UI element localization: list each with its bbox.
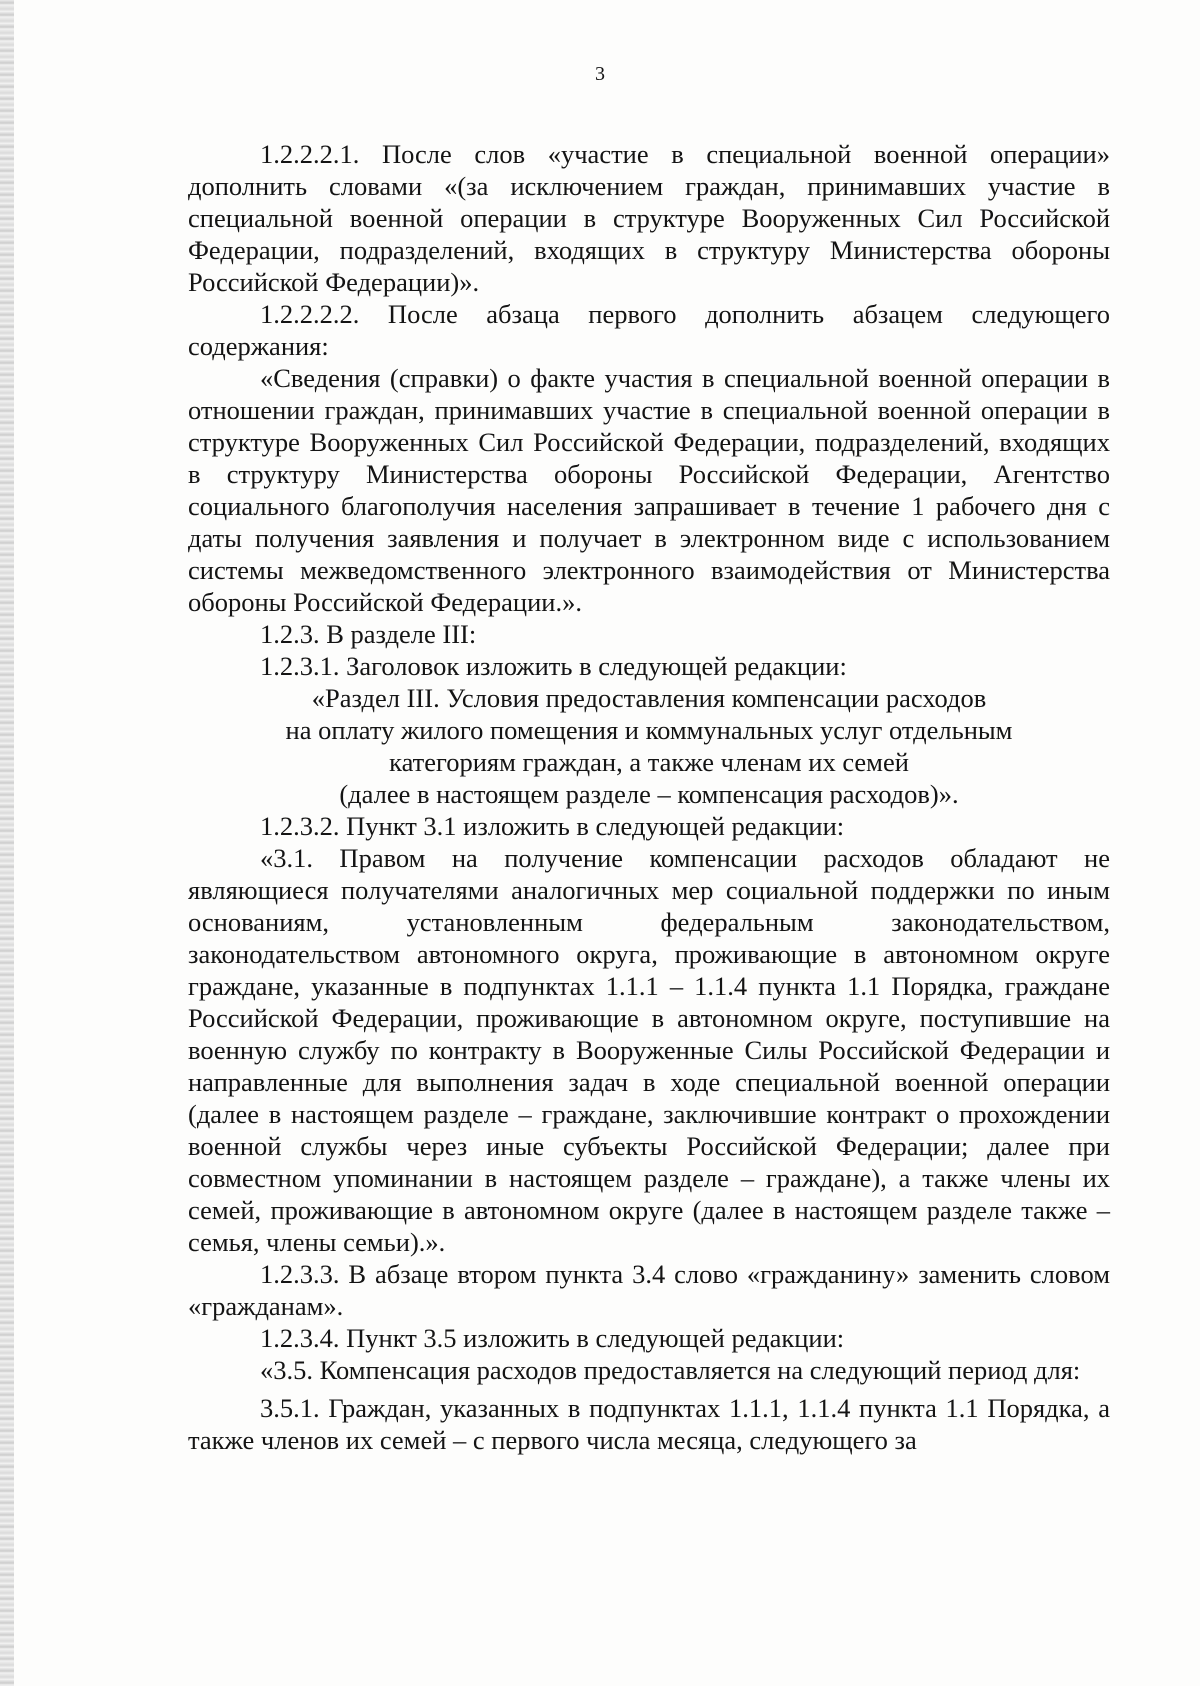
- section-heading: [188, 682, 1110, 810]
- paragraph-1-2-2-2-1: 1.2.2.2.1. После слов «участие в специальной военной операции» дополнить словами «(за исключением граждан, принимавших участие в специальной военной операции в структуре Вооруженных Сил Российской Федерации, подразделений, входящих в структуру Министерства обороны Российской Федерации)».: [188, 139, 1110, 297]
- paragraph-1-2-3-1: 1.2.3.1. Заголовок изложить в следующей редакции:: [260, 651, 847, 681]
- paragraph-3-5-1: 3.5.1. Граждан, указанных в подпунктах 1.1.1, 1.1.4 пункта 1.1 Порядка, а также членов их семей – с первого числа месяца, следующего за: [188, 1393, 1110, 1455]
- scan-edge-shadow: [0, 0, 14, 1686]
- paragraph-insert-info: «Сведения (справки) о факте участия в специальной военной операции в отношении граждан, принимавших участие в специальной военной операции в структуре Вооруженных Сил Российской Федерации, подразделений, входящих в структуру Министерства обороны Российской Федерации, Агентство социального благополучия населения запрашивает в течение 1 рабочего дня с даты получения заявления и получает в электронном виде с использованием системы межведомственного электронного взаимодействия от Министерства обороны Российской Федерации.».: [188, 363, 1110, 617]
- paragraph-1-2-3: 1.2.3. В разделе III:: [260, 619, 477, 649]
- paragraph-1-2-3-3: 1.2.3.3. В абзаце втором пункта 3.4 слово «гражданину» заменить словом «гражданам».: [188, 1259, 1110, 1321]
- paragraph-1-2-3-4: 1.2.3.4. Пункт 3.5 изложить в следующей редакции:: [260, 1323, 845, 1353]
- section-heading-line: категориям граждан, а также членам их семей: [389, 747, 909, 777]
- document-body: [188, 138, 1110, 1456]
- paragraph-1-2-2-2-2: 1.2.2.2.2. После абзаца первого дополнить абзацем следующего содержания:: [188, 299, 1110, 361]
- section-heading-line: «Раздел III. Условия предоставления компенсации расходов: [311, 683, 987, 713]
- paragraph-1-2-3-2: 1.2.3.2. Пункт 3.1 изложить в следующей редакции:: [260, 811, 845, 841]
- section-heading-line: на оплату жилого помещения и коммунальных услуг отдельным: [285, 715, 1013, 745]
- paragraph-3-1: «3.1. Правом на получение компенсации расходов обладают не являющиеся получателями аналогичных мер социальной поддержки по иным основаниям, установленным федеральным законодательством, законодательством автономного округа, проживающие в автономном округе граждане, указанные в подпунктах 1.1.1 – 1.1.4 пункта 1.1 Порядка, граждане Российской Федерации, проживающие в автономном округе, поступившие на военную службу по контракту в Вооруженные Силы Российской Федерации и направленные для выполнения задач в ходе специальной военной операции (далее в настоящем разделе – граждане, заключившие контракт о прохождении военной службы через иные субъекты Российской Федерации; далее при совместном упоминании в настоящем разделе – граждане), а также члены их семей, проживающие в автономном округе (далее в настоящем разделе также – семья, члены семьи).».: [188, 843, 1110, 1257]
- page-number: 3: [595, 63, 605, 85]
- paragraph-3-5: «3.5. Компенсация расходов предоставляется на следующий период для:: [260, 1355, 1081, 1385]
- section-heading-line: (далее в настоящем разделе – компенсация расходов)».: [339, 779, 959, 809]
